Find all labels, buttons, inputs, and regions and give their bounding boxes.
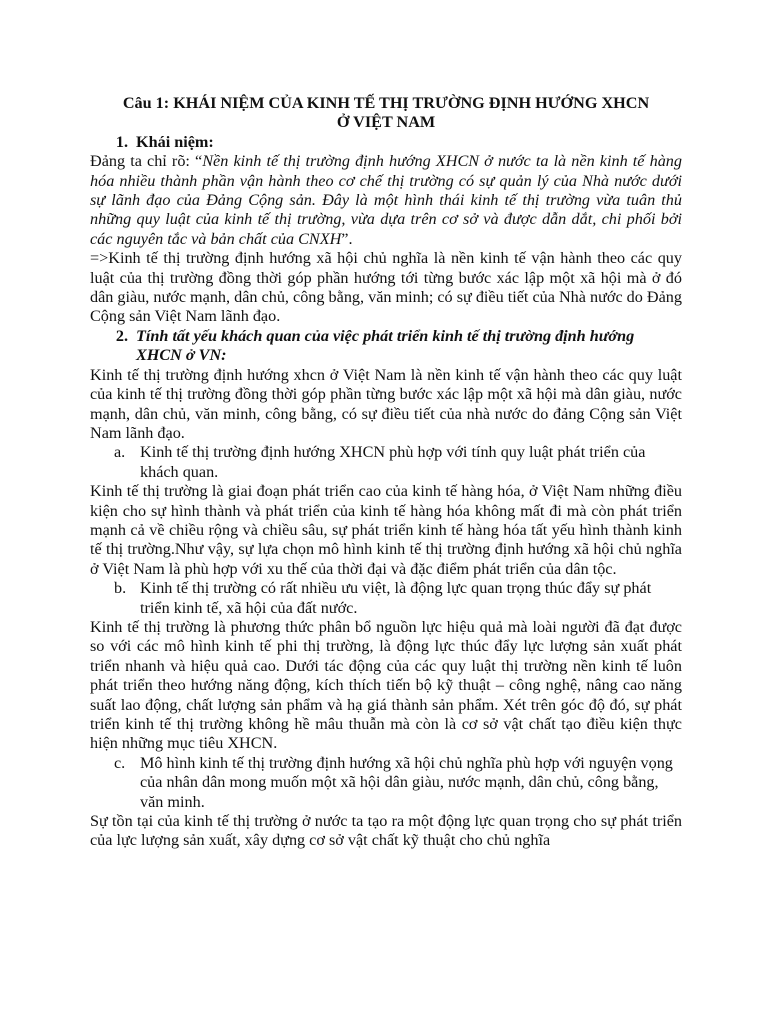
list-item-a-text: Kinh tế thị trường định hướng XHCN phù hợp với tính quy luật phát triển của khách quan. xyxy=(140,443,646,481)
section-2-number: 2. xyxy=(115,326,128,345)
list-item-c xyxy=(90,754,682,812)
title-line-2: Ở VIỆT NAM xyxy=(336,113,436,132)
section-1-heading xyxy=(90,133,682,152)
list-item-c-body: Sự tồn tại của kinh tế thị trường ở nước ta tạo ra một động lực quan trọng cho sự phát triển của lực lượng sản xuất, xây dựng cơ sở vật chất kỹ thuật cho chủ nghĩa xyxy=(90,812,682,850)
definition-prefix: Đảng ta chỉ rõ: “ xyxy=(90,152,203,171)
section-1-title: Khái niệm: xyxy=(136,132,214,151)
definition-suffix: ”. xyxy=(341,229,353,248)
section-2-title: Tính tất yếu khách quan của việc phát triển kinh tế thị trường định hướng XHCN ở VN: xyxy=(136,326,635,365)
title-line-1: Câu 1: KHÁI NIỆM CỦA KINH TẾ THỊ TRƯỜNG ĐỊNH HƯỚNG XHCN xyxy=(122,94,650,112)
list-item-b-label: b. xyxy=(114,579,127,598)
definition-quote: Nền kinh tế thị trường định hướng XHCN ở nước ta là nền kinh tế hàng hóa nhiều thành phần vận hành theo cơ chế thị trường có sự quản lý của Nhà nước dưới sự lãnh đạo của Đảng Cộng sản. Đây là một hình thái kinh tế thị trường vừa tuân thủ những quy luật của kinh tế thị trường, vừa dựa trên cơ sở và được dẫn dắt, chi phối bởi các nguyên tắc và bản chất của CNXH xyxy=(90,152,682,248)
section-2-intro: Kinh tế thị trường định hướng xhcn ở Việt Nam là nền kinh tế vận hành theo các quy luật của kinh tế thị trường đồng thời góp phần từng bước xác lập một xã hội mà dân giàu, nước mạnh, dân chủ, văn minh, công bằng, có sự điều tiết của nhà nước do đảng Cộng sản Việt Nam lãnh đạo. xyxy=(90,365,682,442)
document-body xyxy=(90,94,682,851)
list-item-c-text: Mô hình kinh tế thị trường định hướng xã hội chủ nghĩa phù hợp với nguyện vọng của nhân dân mong muốn một xã hội dân giàu, nước mạnh, dân chủ, công bằng, văn minh. xyxy=(140,753,673,811)
list-item-b xyxy=(90,579,682,618)
section-1-conclusion: =>Kinh tế thị trường định hướng xã hội chủ nghĩa là nền kinh tế vận hành theo các quy luật của thị trường đồng thời góp phần hướng tới từng bước xác lập một xã hội mà ở đó dân giàu, nước mạnh, dân chủ, công bằng, văn minh; có sự điều tiết của Nhà nước do Đảng Cộng sản Việt Nam lãnh đạo. xyxy=(90,249,682,326)
section-2-heading xyxy=(90,327,682,366)
list-item-a-label: a. xyxy=(114,443,126,462)
list-item-c-label: c. xyxy=(114,753,126,772)
list-item-a-body: Kinh tế thị trường là giai đoạn phát triển cao của kinh tế hàng hóa, ở Việt Nam những điều kiện cho sự hình thành và phát triển của kinh tế hàng hóa không mất đi mà còn phát triển mạnh cả về chiều rộng và chiều sâu, sự phát triển kinh tế hàng hóa tất yếu hình thành kinh tế thị trường.Như vậy, sự lựa chọn mô hình kinh tế thị trường định hướng xã hội chủ nghĩa ở Việt Nam là phù hợp với xu thế của thời đại và đặc điểm phát triển của dân tộc. xyxy=(90,482,682,578)
section-1-number: 1. xyxy=(115,132,128,151)
list-item-b-body: Kinh tế thị trường là phương thức phân bổ nguồn lực hiệu quả mà loài người đã đạt được so với các mô hình kinh tế phi thị trường, là động lực thúc đẩy lực lượng sản xuất phát triển nhanh và hiệu quả cao. Dưới tác động của các quy luật thị trường nền kinh tế luôn phát triển theo hướng năng động, kích thích tiến bộ kỹ thuật – công nghệ, nâng cao năng suất lao động, chất lượng sản phẩm và hạ giá thành sản phẩm. Xét trên góc độ đó, sự phát triển kinh tế thị trường không hề mâu thuẫn mà còn là cơ sở vật chất tạo điều kiện thực hiện những mục tiêu XHCN. xyxy=(90,617,682,753)
section-1-definition xyxy=(90,152,682,249)
list-item-b-text: Kinh tế thị trường có rất nhiều ưu việt, là động lực quan trọng thúc đẩy sự phát triển kinh tế, xã hội của đất nước. xyxy=(140,579,652,617)
list-item-a xyxy=(90,443,682,482)
page-title xyxy=(90,94,682,133)
